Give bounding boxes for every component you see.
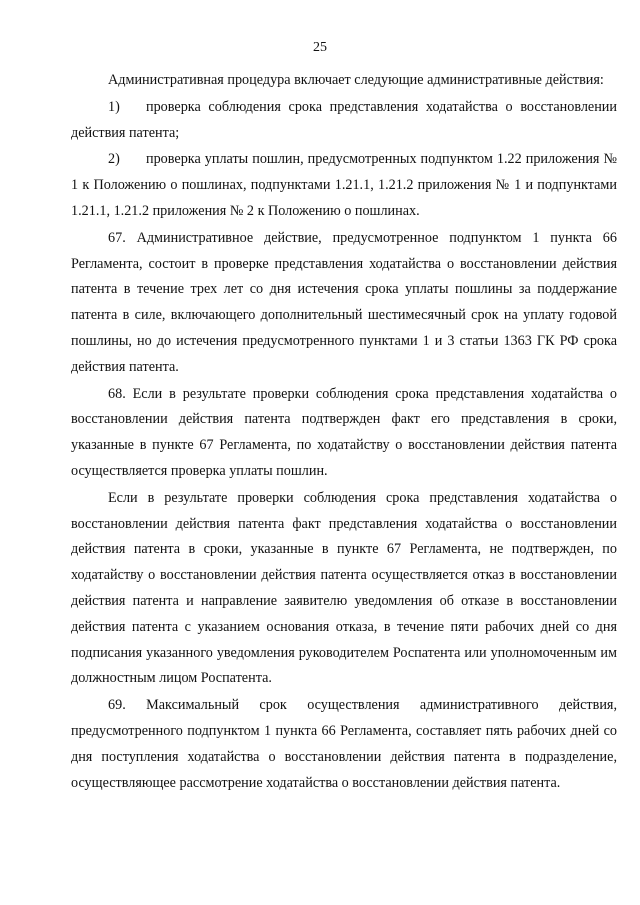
page-number: 25 — [313, 40, 327, 55]
list-item-text: проверка соблюдения срока представления ходатайства о восстановлении действия патента; — [71, 98, 617, 141]
paragraph-67: 67. Административное действие, предусмотренное подпунктом 1 пункта 66 Регламента, состоит в проверке представления ходатайства о восстановлении действия патента в течение трех лет со дня истечения срока уплаты пошлины за поддержание патента в силе, включающего дополнительный шестимесячный срок на уплату годовой пошлины, но до истечения предусмотренного пунктами 1 и 3 статьи 1363 ГК РФ срока действия патента. — [71, 229, 617, 375]
paragraph-68-continued: Если в результате проверки соблюдения срока представления ходатайства о восстановлении действия патента факт представления ходатайства о восстановлении действия патента в сроки, указанные в пункте 67 Регламента, не подтвержден, по ходатайству о восстановлении действия патента осуществляется отказ в восстановлении действия патента и направление заявителю уведомления об отказе в восстановлении действия патента с указанием основания отказа, в течение пяти рабочих дней со дня подписания указанного уведомления руководителем Роспатента или уполномоченным им должностным лицом Роспатента. — [71, 489, 617, 687]
list-item-number: 2) — [108, 151, 120, 168]
list-item-number: 1) — [108, 98, 120, 115]
list-item-2 — [71, 147, 617, 224]
paragraph-intro: Административная процедура включает следующие административные действия: — [108, 72, 604, 88]
paragraph-69: 69. Максимальный срок осуществления административного действия, предусмотренного подпунктом 1 пункта 66 Регламента, составляет пять рабочих дней со дня поступления ходатайства о восстановлении действия патента в подразделение, осуществляющее рассмотрение ходатайства о восстановлении действия патента. — [71, 697, 617, 791]
list-item-1 — [71, 95, 617, 147]
paragraph-68: 68. Если в результате проверки соблюдения срока представления ходатайства о восстановлении действия патента подтвержден факт его представления в сроки, указанные в пункте 67 Регламента, по ходатайству о восстановлении действия патента осуществляется проверка уплаты пошлин. — [71, 385, 617, 479]
document-body — [71, 68, 617, 797]
list-item-text: проверка уплаты пошлин, предусмотренных подпунктом 1.22 приложения № 1 к Положению о пошлинах, подпунктами 1.21.1, 1.21.2 приложения № 1 и подпунктами 1.21.1, 1.21.2 приложения № 2 к Положению о пошлинах. — [71, 151, 617, 219]
